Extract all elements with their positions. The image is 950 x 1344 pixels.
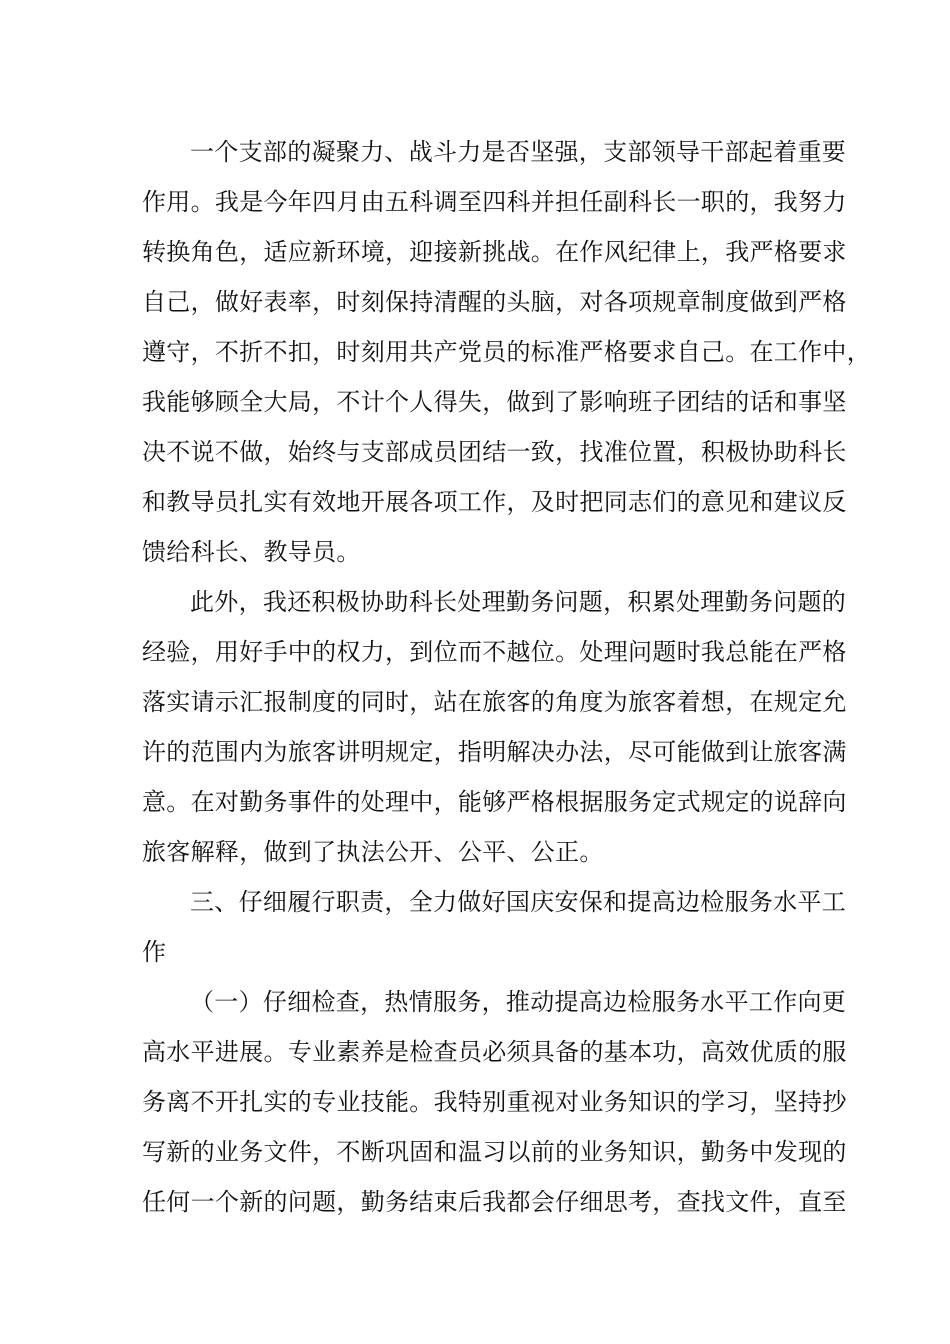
paragraph-line: 自己，做好表率，时刻保持清醒的头脑，对各项规章制度做到严格 [142, 288, 847, 316]
paragraph-line: 一个支部的凝聚力、战斗力是否坚强，支部领导干部起着重要 [190, 138, 847, 166]
paragraph-line: （一）仔细检查，热情服务，推动提高边检服务水平工作向更 [190, 988, 847, 1016]
section-heading-line: 作 [142, 938, 167, 966]
paragraph-line: 遵守，不折不扣，时刻用共产党员的标准严格要求自己。在工作中， [142, 338, 871, 366]
paragraph-line: 决不说不做，始终与支部成员团结一致，找准位置，积极协助科长 [142, 438, 847, 466]
paragraph-line: 馈给科长、教导员。 [142, 538, 361, 566]
section-heading-line: 三、仔细履行职责，全力做好国庆安保和提高边检服务水平工 [190, 888, 847, 916]
paragraph-line: 作用。我是今年四月由五科调至四科并担任副科长一职的，我努力 [142, 188, 847, 216]
paragraph-line: 任何一个新的问题，勤务结束后我都会仔细思考，查找文件，直至 [142, 1188, 847, 1216]
paragraph-line: 经验，用好手中的权力，到位而不越位。处理问题时我总能在严格 [142, 638, 847, 666]
paragraph-line: 此外，我还积极协助科长处理勤务问题，积累处理勤务问题的 [190, 588, 847, 616]
paragraph-line: 我能够顾全大局，不计个人得失，做到了影响班子团结的话和事坚 [142, 388, 847, 416]
paragraph-line: 写新的业务文件，不断巩固和温习以前的业务知识，勤务中发现的 [142, 1138, 847, 1166]
paragraph-line: 意。在对勤务事件的处理中，能够严格根据服务定式规定的说辞向 [142, 788, 847, 816]
paragraph-line: 旅客解释，做到了执法公开、公平、公正。 [142, 838, 604, 866]
paragraph-line: 落实请示汇报制度的同时，站在旅客的角度为旅客着想，在规定允 [142, 688, 847, 716]
paragraph-line: 高水平进展。专业素养是检查员必须具备的基本功，高效优质的服 [142, 1038, 847, 1066]
paragraph-line: 和教导员扎实有效地开展各项工作，及时把同志们的意见和建议反 [142, 488, 847, 516]
paragraph-line: 许的范围内为旅客讲明规定，指明解决办法，尽可能做到让旅客满 [142, 738, 847, 766]
paragraph-line: 转换角色，适应新环境，迎接新挑战。在作风纪律上，我严格要求 [142, 238, 847, 266]
paragraph-line: 务离不开扎实的专业技能。我特别重视对业务知识的学习，坚持抄 [142, 1088, 847, 1116]
